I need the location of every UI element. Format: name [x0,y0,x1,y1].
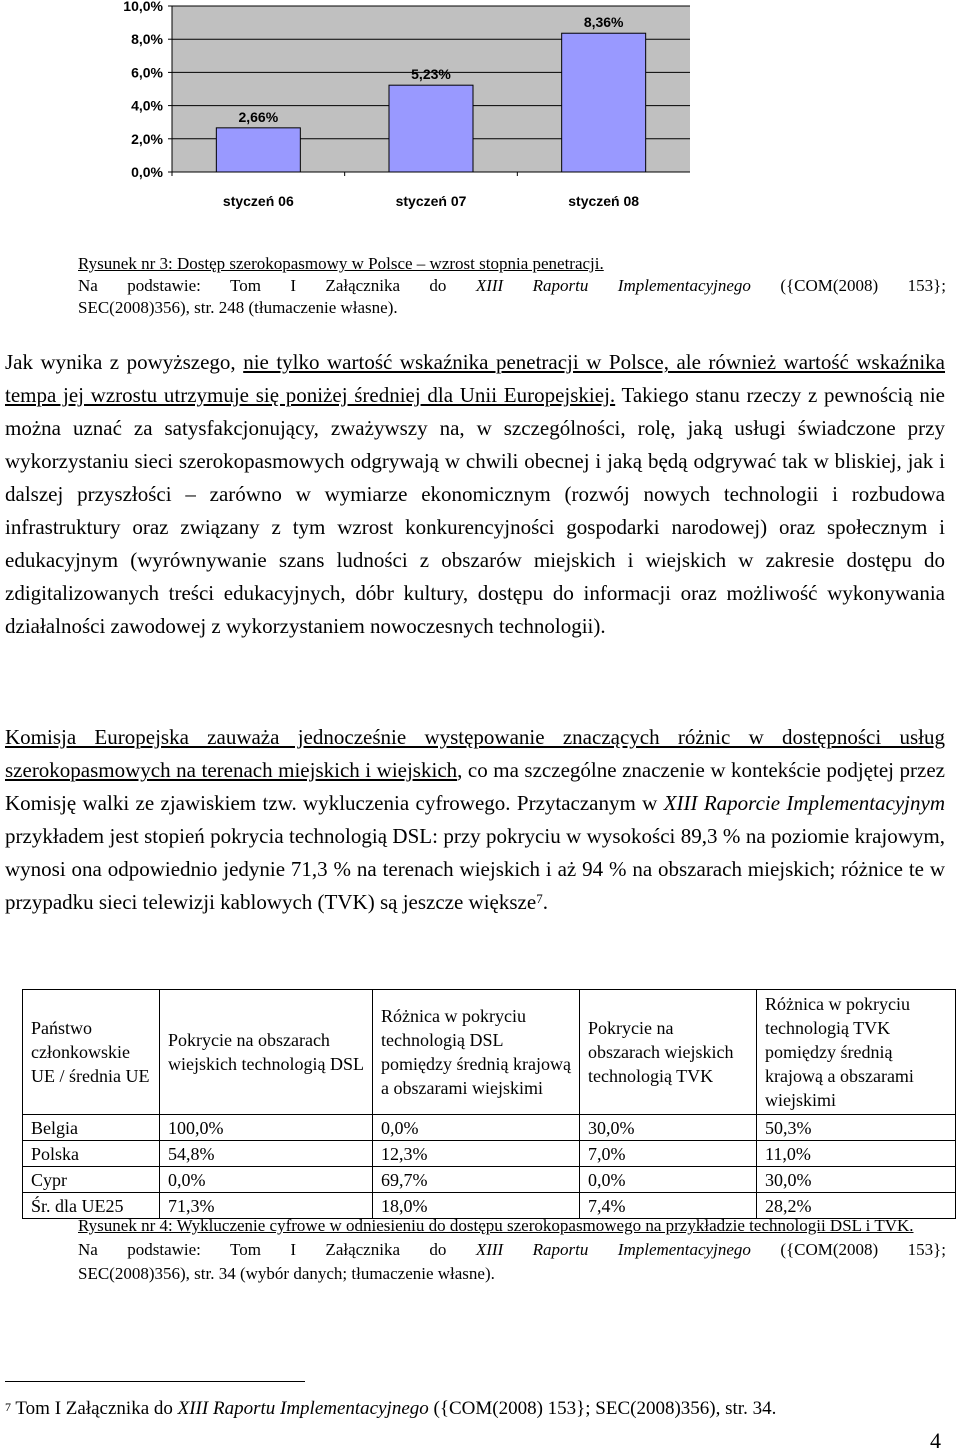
col-header-dsl-coverage: Pokrycie na obszarach wiejskich technologią DSL [160,990,373,1115]
chart-data-label: 8,36% [583,14,624,31]
table-row: Polska 54,8% 12,3% 7,0% 11,0% [23,1141,956,1167]
footnote-7: $^7$ Tom I Załącznika do XIII Raportu Implementacyjnego ({COM(2008) 153}; SEC(2008)356), str. 34. [5,1398,777,1419]
chart-y-tick-label: 4,0% [131,97,163,114]
paragraph-2: Komisja Europejska zauważa jednocześnie występowanie znaczących różnic w dostępności usług szerokopasmowych na terenach miejskich i wiejskich, co ma szczególne znaczenie w kontekście podjętej przez Komisję walki ze zjawiskiem tzw. wykluczenia cyfrowego. Przytaczanym w XIII Raporcie Implementacyjnym przykładem jest stopień pokrycia technologią DSL: przy pokryciu w wysokości 89,3 % na poziomie krajowym, wynosi ona odpowiednio jedynie 71,3 % na terenach wiejskich i aż 94 % na obszarach miejskich; różnice te w przypadku sieci telewizji kablowych (TVK) są jeszcze większe$^7$. [5,725,945,914]
chart-y-tick-label: 10,0% [123,0,163,14]
chart-x-ticks [172,172,639,209]
chart-bar [216,128,300,172]
col-header-tvk-coverage: Pokrycie na obszarach wiejskich technologią TVK [580,990,757,1115]
figure-3-title: Rysunek nr 3: Dostęp szerokopasmowy w Polsce – wzrost stopnia penetracji. [78,254,604,273]
chart-y-tick-label: 8,0% [131,31,163,48]
table-row: Belgia 100,0% 0,0% 30,0% 50,3% [23,1115,956,1141]
penetration-bar-chart [0,0,960,215]
figure-3-source-cont: SEC(2008)356), str. 248 (tłumaczenie własne). [78,298,398,317]
figure-4-caption [78,1214,946,1286]
chart-y-tick-label: 2,0% [131,130,163,147]
footnote-ref[interactable]: 7 [536,891,543,906]
chart-x-tick-label: styczeń 08 [568,193,640,209]
chart-y-tick-label: 0,0% [131,164,163,180]
chart-bar [389,85,473,172]
figure-3-caption [78,253,946,319]
chart-data-label: 2,66% [238,108,279,125]
chart-x-tick-label: styczeń 06 [222,193,294,209]
figure-4-source: Na podstawie: Tom I Załącznika do XIII Raportu Implementacyjnego ({COM(2008) 153}; [78,1240,946,1259]
digital-exclusion-table [22,989,956,1219]
chart-bar [562,33,646,172]
col-header-country: Państwo członkowskie UE / średnia UE [23,990,160,1115]
col-header-tvk-difference: Różnica w pokryciu technologią TVK pomiędzy średnią krajową a obszarami wiejskimi [757,990,956,1115]
table-row: Śr. dla UE25 71,3% 18,0% 7,4% 28,2% [23,1193,956,1219]
figure-4-title: Rysunek nr 4: Wykluczenie cyfrowe w odniesieniu do dostępu szerokopasmowego na przykładzie technologii DSL i TVK. [78,1216,914,1235]
table-header-row [23,990,956,1115]
paragraph-1: Jak wynika z powyższego, nie tylko wartość wskaźnika penetracji w Polsce, ale również wartość wskaźnika tempa jej wzrostu utrzymuje się poniżej średniej dla Unii Europejskiej. Takiego stanu rzeczy z pewnością nie można uznać za satysfakcjonujący, zważywszy na, w szczególności, rolę, jaką usługi świadczone przy wykorzystaniu sieci szerokopasmowych odgrywają w chwili obecnej i jaką będą odgrywać tak w bliskiej, jak i dalszej przyszłości – zarówno w wymiarze ekonomicznym (rozwój nowych technologii i rozbudowa infrastruktury oraz związany z tym wzrost konkurencyjności gospodarki narodowej) oraz społecznym i edukacyjnym (wyrównywanie szans ludności z obszarów miejskich i wiejskich w zakresie dostępu do zdigitalizowanych treści edukacyjnych, dóbr kultury, dostępu do informacji oraz możliwość wykonywania działalności zawodowej z wykorzystaniem nowoczesnych technologii). [5,350,946,638]
chart-x-tick-label: styczeń 07 [395,193,467,209]
chart-data-label: 5,23% [411,66,451,83]
col-header-dsl-difference: Różnica w pokryciu technologią DSL pomiędzy średnią krajową a obszarami wiejskimi [373,990,580,1115]
chart-y-tick-label: 6,0% [131,64,163,81]
page-number: 4 [930,1428,941,1453]
chart-y-ticks [123,0,172,180]
figure-3-source: Na podstawie: Tom I Załącznika do XIII Raportu Implementacyjnego ({COM(2008) 153}; [78,276,946,295]
figure-4-source-cont: SEC(2008)356), str. 34 (wybór danych; tłumaczenie własne). [78,1264,495,1283]
table-row: Cypr 0,0% 69,7% 0,0% 30,0% [23,1167,956,1193]
footnote-separator [5,1381,305,1382]
